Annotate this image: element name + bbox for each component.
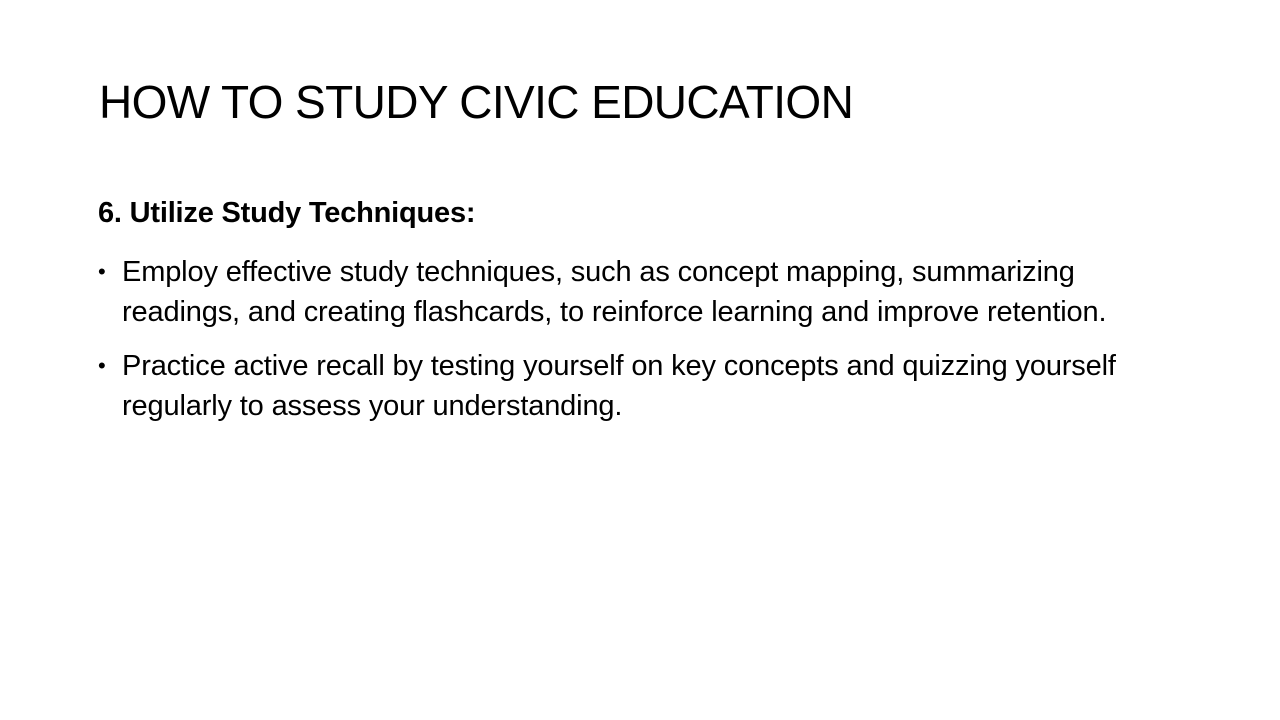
bullet-text: Practice active recall by testing yourself on key concepts and quizzing yourself regularly to assess your understanding. [122,350,1116,422]
bullet-list [98,252,1198,426]
bullet-item [98,252,1198,332]
bullet-item [98,346,1198,426]
section-heading: 6. Utilize Study Techniques: [98,197,476,229]
bullet-text: Employ effective study techniques, such as concept mapping, summarizing readings, and creating flashcards, to reinforce learning and improve retention. [122,256,1107,328]
slide-content [98,193,1198,440]
bullet-icon: • [98,353,106,378]
bullet-icon: • [98,259,106,284]
slide-title: HOW TO STUDY CIVIC EDUCATION [99,76,854,128]
